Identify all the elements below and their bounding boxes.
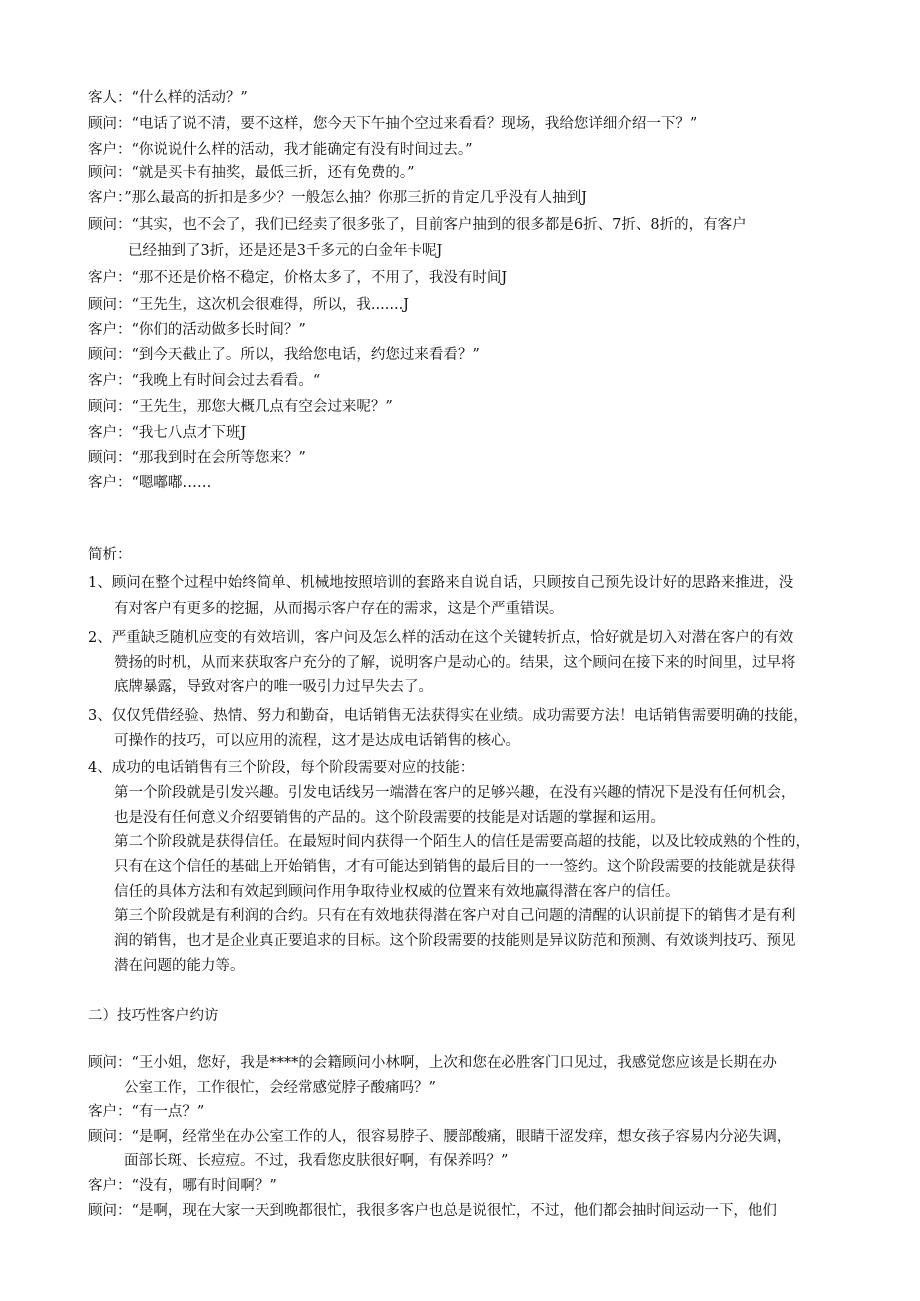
speaker-label: 客户： [88,373,132,389]
analysis-item-line: 第一个阶段就是引发兴趣。引发电话线另一端潜在客户的足够兴趣，在没有兴趣的情况下是没有任何机会， [114,785,796,801]
speaker-label: 顾问： [88,165,132,181]
line-text: “到今天截止了。所以，我给您电话，约您过来看看？” [131,347,480,363]
dialogue-line [88,1053,777,1073]
dialogue-line-continued [124,1151,508,1171]
analysis-item-line: 第三个阶段就是有利润的合约。只有在有效地获得潜在客户对自己问题的清醒的认识前提下的销售才是有利 [114,908,796,924]
item-number: 4、 [88,760,112,776]
item-number: 2、 [88,630,112,646]
analysis-item-line: 也是没有任何意义介绍要销售的产品的。这个阶段需要的技能是对话题的掌握和运用。 [114,810,665,826]
speaker-label: 客户： [88,475,132,491]
speaker-label: 顾问： [88,1055,132,1071]
analysis-item-line: 只有在这个信任的基础上开始销售，才有可能达到销售的最后目的一一签约。这个阶段需要的技能就是获得 [114,859,796,875]
analysis-item-line [88,706,808,726]
line-text: “王小姐，您好，我是****的会籍顾问小林啊，上次和您在必胜客门口见过，我感觉您应该是长期在办 [131,1055,777,1071]
line-text: “有一点？” [131,1104,205,1120]
line-text: “什么样的活动？” [131,90,248,106]
line-text: “是啊，经常坐在办公室工作的人，很容易脖子、腰部酸痛，眼睛干涩发痒，想女孩子容易内分泌失调， [131,1129,792,1145]
item-number: 1、 [88,575,112,591]
speaker-label: 顾问： [88,347,132,363]
dialogue-line [88,473,211,493]
analysis-item-line: 潜在问题的能力等。 [114,958,245,974]
speaker-label: 客户： [88,425,132,441]
dialogue-line [88,140,473,160]
speaker-label: 客户： [88,1104,132,1120]
dialogue-line-continued [124,1078,436,1098]
analysis-item-line: 信任的具体方法和有效起到顾问作用争取待业权威的位置来有效地赢得潜在客户的信任。 [114,884,680,900]
item-text: 仅仅凭借经验、热情、努力和勤奋，电话销售无法获得实在业绩。成功需要方法！电话销售需要明确的技能， [111,708,808,724]
speaker-label: 顾问： [88,450,132,466]
line-text: ”那么最高的折扣是多少？一般怎么抽？你那三折的肯定几乎没有人抽到J [124,190,587,206]
speaker-label: 客户： [88,270,132,286]
line-text: “你说说什么样的活动，我才能确定有没有时间过去。” [131,142,473,158]
dialogue-line [88,163,415,183]
analysis-item-line: 可操作的技巧，可以应用的流程，这才是达成电话销售的核心。 [114,733,520,749]
speaker-label: 客户： [88,1178,132,1194]
line-text: “王先生，这次机会很难得，所以，我.......J [131,297,409,313]
dialogue-line [88,1102,204,1122]
line-text: “是啊，现在大家一天到晚都很忙，我很多客户也总是说很忙，不过，他们都会抽时间运动一下，他们 [131,1203,777,1219]
line-text: “那我到时在会所等您来？” [131,450,306,466]
analysis-item-line [88,573,793,593]
item-number: 3、 [88,708,112,724]
speaker-label: 客户： [88,190,125,206]
analysis-item-line: 第二个阶段就是获得信任。在最短时间内获得一个陌生人的信任是需要高超的技能，以及比较成熟的个性的， [114,834,810,850]
line-text: “那不还是价格不稳定，价格太多了，不用了，我没有时间J [131,270,508,286]
speaker-label: 顾问： [88,1129,132,1145]
line-text: “没有，哪有时间啊？” [131,1178,277,1194]
dialogue-line [88,1176,277,1196]
dialogue-line [88,345,480,365]
speaker-label: 顾问： [88,217,132,233]
dialogue-line [88,320,306,340]
line-text: “王先生，那您大概几点有空会过来呢？” [131,399,393,415]
item-text: 成功的电话销售有三个阶段，每个阶段需要对应的技能： [111,760,475,776]
line-text: 面部长斑、长痘痘。不过，我看您皮肤很好啊，有保养吗？” [124,1153,509,1169]
line-text: 已经抽到了3折，还是还是3千多元的白金年卡呢J [128,243,443,259]
dialogue-line [88,371,320,391]
dialogue-line-continued [128,241,442,261]
analysis-item-line: 润的销售，也才是企业真正要追求的目标。这个阶段需要的技能则是异议防范和预测、有效谈判技巧、预见 [114,933,796,949]
dialogue-line [88,88,248,108]
line-text: “我晚上有时间会过去看看。“ [131,373,321,389]
analysis-item-line [88,628,793,648]
line-text: “你们的活动做多长时间？” [131,322,306,338]
analysis-item-line [88,758,474,778]
analysis-item-line: 有对客户有更多的挖掘，从而揭示客户存在的需求，这是个严重错误。 [114,601,564,617]
line-text: “我七八点才下班J [131,425,247,441]
dialogue-line [88,397,393,417]
speaker-label: 客人： [88,90,132,106]
dialogue-line [88,1201,777,1221]
analysis-item-line: 赞扬的时机，从而来获取客户充分的了解，说明客户是动心的。结果，这个顾问在接下来的时间里，过早将 [114,655,796,671]
speaker-label: 客户： [88,142,132,158]
item-text: 顾问在整个过程中始终简单、机械地按照培训的套路来自说自话，只顾按自己预先设计好的思路来推进，没 [111,575,794,591]
speaker-label: 顾问： [88,1203,132,1219]
dialogue-line [88,114,697,134]
dialogue-line [88,188,587,208]
dialogue-line [88,215,747,235]
line-text: “电话了说不清，要不这样，您今天下午抽个空过来看看？现场，我给您详细介绍一下？” [131,116,698,132]
speaker-label: 顾问： [88,297,132,313]
dialogue-line [88,423,246,443]
section-heading: 二）技巧性客户约访 [88,1008,219,1024]
analysis-title: 简析： [88,547,132,563]
dialogue-line [88,448,306,468]
dialogue-line [88,1127,791,1147]
line-text: “其实，也不会了，我们已经卖了很多张了，目前客户抽到的很多都是6折、7折、8折的，有客户 [131,217,747,233]
dialogue-line [88,268,507,288]
line-text: 公室工作，工作很忙，会经常感觉脖子酸痛吗？” [124,1080,436,1096]
item-text: 严重缺乏随机应变的有效培训，客户问及怎么样的活动在这个关键转折点，恰好就是切入对潜在客户的有效 [111,630,794,646]
speaker-label: 顾问： [88,399,132,415]
analysis-item-line: 底牌暴露，导致对客户的唯一吸引力过早失去了。 [114,679,433,695]
dialogue-line [88,295,409,315]
speaker-label: 顾问： [88,116,132,132]
line-text: “就是买卡有抽奖，最低三折，还有免费的。” [131,165,415,181]
line-text: “嗯嘟嘟…… [131,475,212,491]
speaker-label: 客户： [88,322,132,338]
